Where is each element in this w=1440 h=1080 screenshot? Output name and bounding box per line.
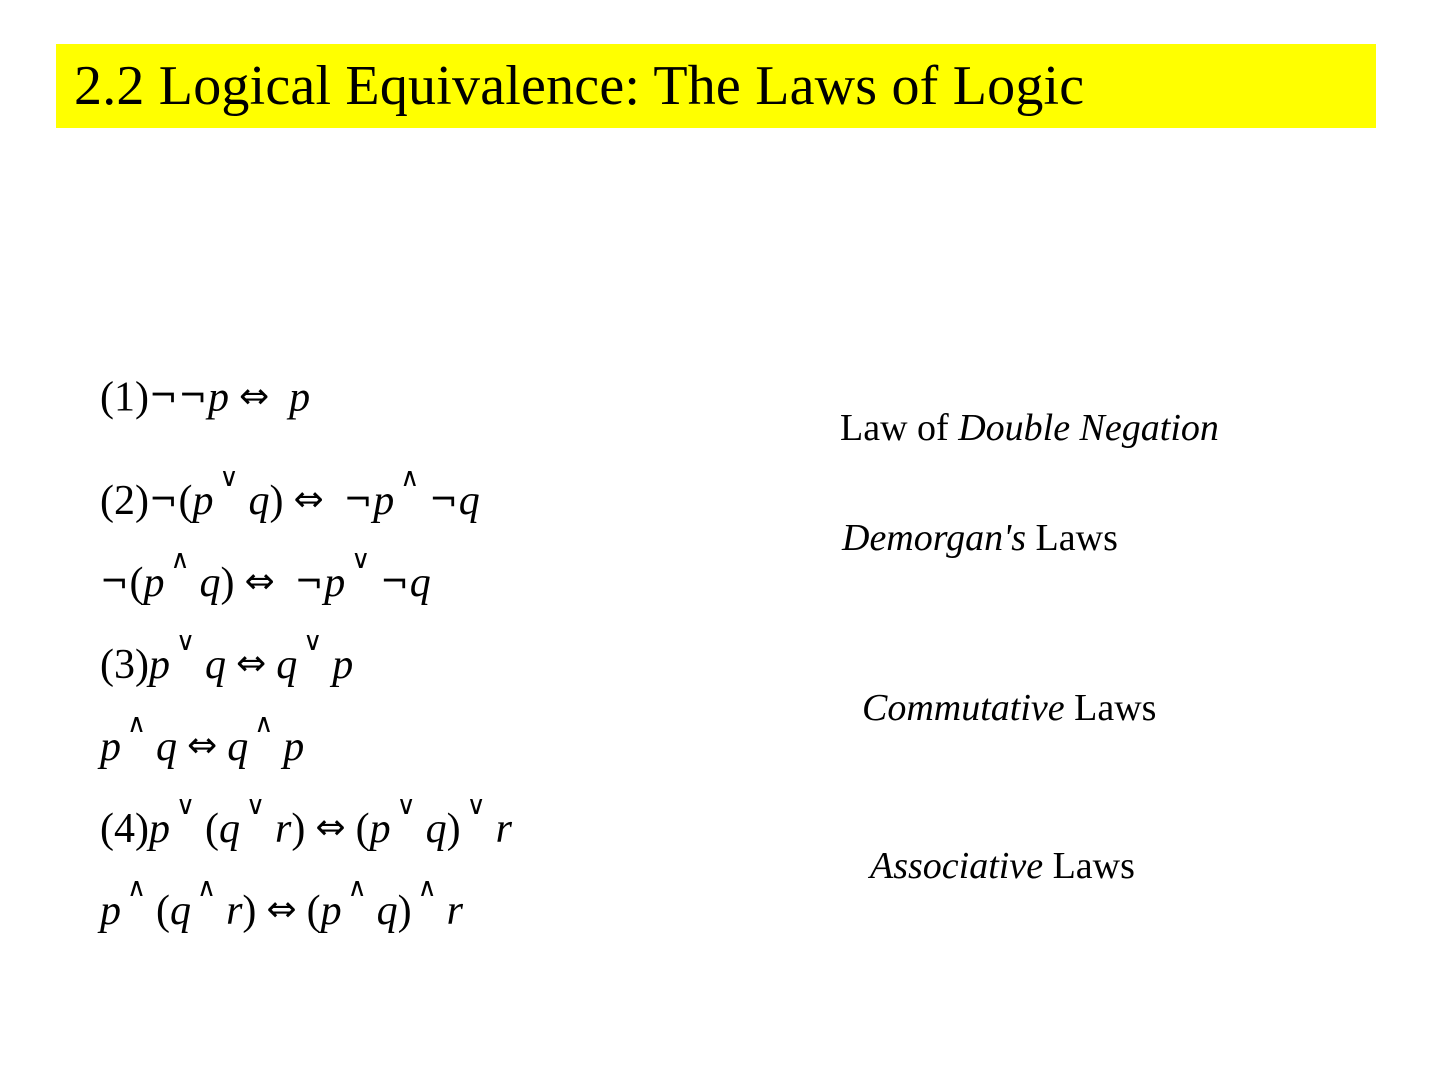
or-icon: ∨ xyxy=(246,791,266,821)
or-icon: ∨ xyxy=(351,545,371,575)
equivalence-icon: ⇔ xyxy=(244,561,275,603)
negation-icon: ¬ xyxy=(343,479,373,520)
law-names-column xyxy=(838,373,1398,921)
variable-p: p xyxy=(324,559,346,606)
equivalence-icon: ⇔ xyxy=(315,807,346,849)
equivalence-icon: ⇔ xyxy=(187,725,218,767)
negation-icon: ¬ xyxy=(100,561,129,602)
law-name-associative xyxy=(870,811,1398,921)
and-icon: ∧ xyxy=(127,873,147,903)
variable-q: q xyxy=(376,887,398,934)
law-number-4: (4) xyxy=(100,805,149,852)
variable-p: p xyxy=(332,641,354,688)
law-number-2: (2) xyxy=(100,477,149,524)
variable-p: p xyxy=(100,887,121,934)
or-icon: ∨ xyxy=(219,463,239,493)
negation-icon: ¬ xyxy=(429,479,458,520)
law-line-7: p ∧ (q ∧ r) ⇔ (p ∧ q) ∧ r xyxy=(100,873,464,934)
variable-p: p xyxy=(148,641,170,688)
variable-p: p xyxy=(369,805,391,852)
variable-q: q xyxy=(227,723,249,770)
variable-q: q xyxy=(425,805,447,852)
variable-p: p xyxy=(289,374,311,421)
variable-p: p xyxy=(100,723,121,770)
negation-icon: ¬ xyxy=(380,561,409,602)
negation-icon: ¬ xyxy=(178,376,207,416)
and-icon: ∧ xyxy=(347,873,367,903)
law-number-1: (1) xyxy=(100,374,149,421)
and-icon: ∧ xyxy=(254,709,274,739)
or-icon: ∨ xyxy=(303,627,323,657)
law-line-2: (2)¬(p ∨ q) ⇔ ¬p ∧¬q xyxy=(100,463,480,524)
negation-icon: ¬ xyxy=(294,561,324,602)
variable-q: q xyxy=(409,559,431,606)
variable-p: p xyxy=(143,559,165,606)
variable-p: p xyxy=(283,723,305,770)
and-icon: ∧ xyxy=(197,873,217,903)
variable-p: p xyxy=(373,477,395,524)
title-container xyxy=(56,44,1376,128)
and-icon: ∧ xyxy=(400,463,420,493)
variable-r: r xyxy=(495,805,512,852)
law-line-3: ¬(p ∧ q) ⇔ ¬p ∨¬q xyxy=(100,545,431,606)
variable-q: q xyxy=(219,805,241,852)
variable-q: q xyxy=(248,477,270,524)
and-icon: ∧ xyxy=(417,873,437,903)
variable-q: q xyxy=(458,477,480,524)
variable-q: q xyxy=(170,887,192,934)
law-name-emphasis: Associative xyxy=(870,845,1044,887)
law-name-prefix: Law of xyxy=(840,407,959,449)
variable-q: q xyxy=(199,559,221,606)
variable-r: r xyxy=(275,805,292,852)
or-icon: ∨ xyxy=(466,791,486,821)
variable-q: q xyxy=(205,641,227,688)
variable-q: q xyxy=(276,641,298,688)
or-icon: ∨ xyxy=(175,627,196,657)
and-icon: ∧ xyxy=(170,545,190,575)
laws-column xyxy=(100,355,820,934)
law-number-3: (3) xyxy=(100,641,149,688)
law-line-1 xyxy=(100,355,820,437)
or-icon: ∨ xyxy=(396,791,416,821)
variable-p: p xyxy=(207,374,229,421)
law-line-6: (4)p ∨ (q ∨ r) ⇔ (p ∨ q) ∨ r xyxy=(100,791,512,852)
equivalence-icon: ⇔ xyxy=(238,375,270,417)
page-title: 2.2 Logical Equivalence: The Laws of Logic xyxy=(74,55,1085,117)
law-name-double-negation xyxy=(840,373,1398,483)
variable-p: p xyxy=(148,805,170,852)
negation-icon: ¬ xyxy=(148,479,178,520)
law-name-suffix: Laws xyxy=(1064,687,1157,729)
law-name-emphasis: Commutative xyxy=(862,687,1065,729)
law-name-emphasis: Demorgan's xyxy=(842,517,1027,559)
equivalence-icon: ⇔ xyxy=(293,479,324,521)
variable-q: q xyxy=(156,723,178,770)
law-line-5 xyxy=(100,683,820,770)
and-icon: ∧ xyxy=(127,709,147,739)
variable-r: r xyxy=(226,887,243,934)
negation-icon: ¬ xyxy=(148,376,178,416)
variable-p: p xyxy=(192,477,214,524)
or-icon: ∨ xyxy=(175,791,196,821)
law-name-commutative xyxy=(862,653,1398,763)
variable-p: p xyxy=(320,887,342,934)
law-name-suffix: Laws xyxy=(1026,517,1118,559)
law-name-suffix: Laws xyxy=(1043,845,1135,887)
law-name-demorgans xyxy=(842,483,1398,593)
equivalence-icon: ⇔ xyxy=(236,643,267,685)
variable-r: r xyxy=(446,887,464,934)
title-highlight-band xyxy=(56,44,1376,128)
law-line-4 xyxy=(100,601,820,688)
equivalence-icon: ⇔ xyxy=(266,889,297,931)
law-name-emphasis: Double Negation xyxy=(958,407,1219,449)
